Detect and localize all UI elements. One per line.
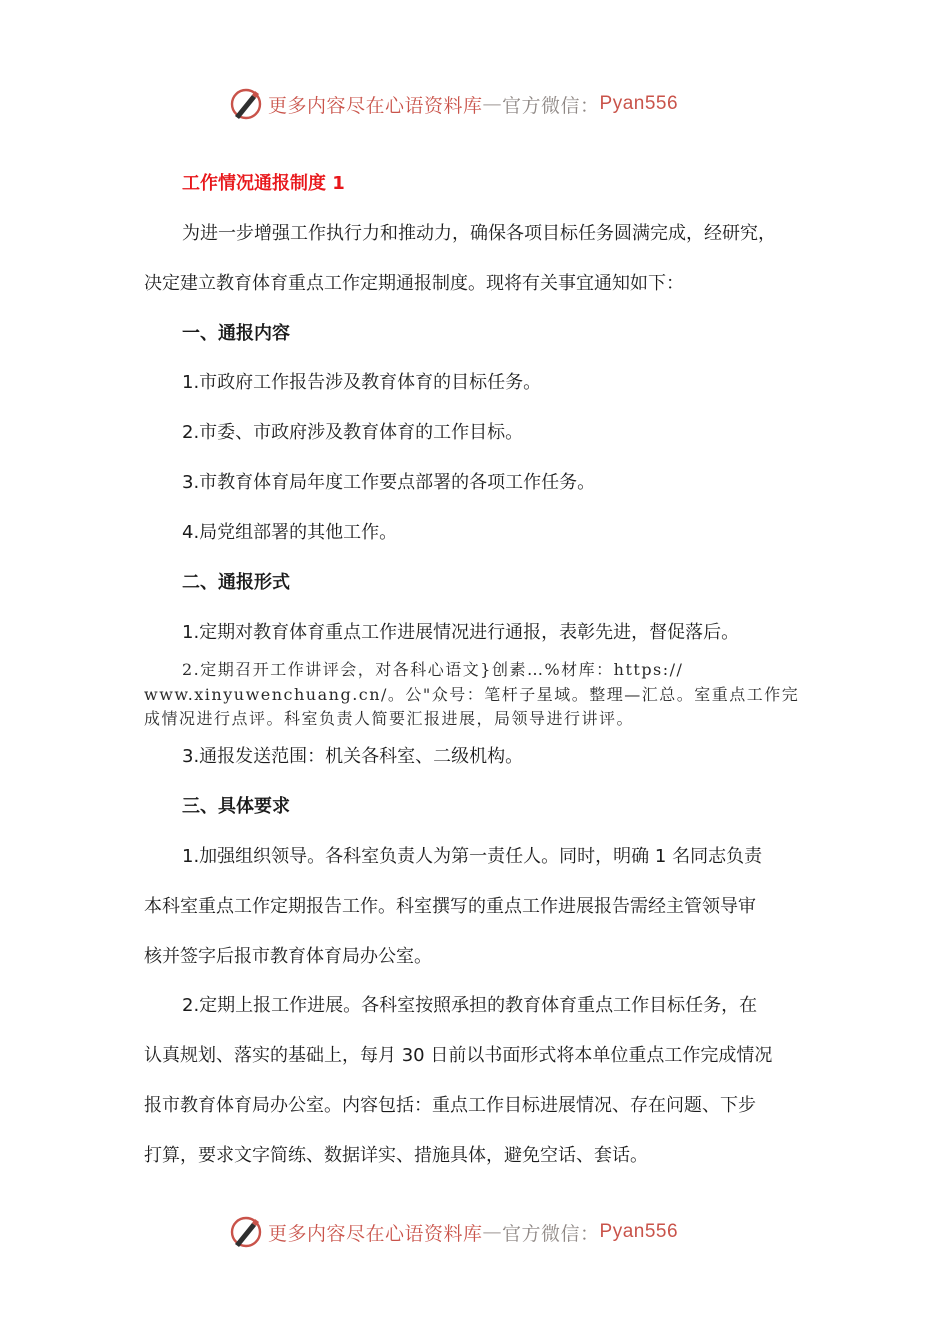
list-item: 3.市教育体育局年度工作要点部署的各项工作任务。 [182,472,596,493]
banner-wechat-id: Pyan556 [599,93,679,114]
section-heading: 一、通报内容 [182,323,290,344]
banner-wechat-label: 官方微信： [502,94,600,117]
banner-text: 更多内容尽在心语资料库 [268,94,483,117]
section-heading: 二、通报形式 [182,572,290,593]
banner-wechat-id: Pyan556 [599,1221,679,1242]
list-item-line: 2.定期召开工作讲评会，对各科心语文}创素…%材库：https:// [182,660,684,679]
header-banner [228,84,748,124]
paragraph-line: 报市教育体育局办公室。内容包括：重点工作目标进展情况、存在问题、下步 [144,1095,756,1116]
paragraph-line: 核并签字后报市教育体育局办公室。 [144,946,432,967]
paragraph-line: 打算，要求文字简练、数据详实、措施具体，避免空话、套话。 [144,1145,648,1166]
banner-text: 更多内容尽在心语资料库 [268,1222,483,1245]
paragraph-line: 本科室重点工作定期报告工作。科室撰写的重点工作进展报告需经主管领导审 [144,896,756,917]
paragraph-line: 1.加强组织领导。各科室负责人为第一责任人。同时，明确 1 名同志负责 [182,846,763,867]
list-item: 2.市委、市政府涉及教育体育的工作目标。 [182,422,524,443]
pen-in-circle-icon [228,86,264,122]
section-heading: 三、具体要求 [182,796,290,817]
footer-banner [228,1212,748,1252]
document-title: 工作情况通报制度 1 [182,173,345,194]
intro-line: 为进一步增强工作执行力和推动力，确保各项目标任务圆满完成，经研究， [182,223,776,244]
list-item: 3.通报发送范围：机关各科室、二级机构。 [182,746,524,767]
banner-separator: — [482,1221,503,1243]
list-item: 1.市政府工作报告涉及教育体育的目标任务。 [182,372,542,393]
pen-in-circle-icon [228,1214,264,1250]
list-item: 1.定期对教育体育重点工作进展情况进行通报，表彰先进，督促落后。 [182,622,740,643]
banner-wechat-label: 官方微信： [502,1222,600,1245]
list-item-line: www.xinyuwenchuang.cn/。公"众号：笔杆子星域。整理—汇总。室重点工作完 [144,685,800,704]
list-item-line: 成情况进行点评。科室负责人简要汇报进展，局领导进行讲评。 [144,709,635,728]
intro-line: 决定建立教育体育重点工作定期通报制度。现将有关事宜通知如下： [144,273,684,294]
list-item: 4.局党组部署的其他工作。 [182,522,398,543]
paragraph-line: 认真规划、落实的基础上，每月 30 日前以书面形式将本单位重点工作完成情况 [144,1045,773,1066]
banner-separator: — [482,93,503,115]
paragraph-line: 2.定期上报工作进展。各科室按照承担的教育体育重点工作目标任务，在 [182,995,758,1016]
